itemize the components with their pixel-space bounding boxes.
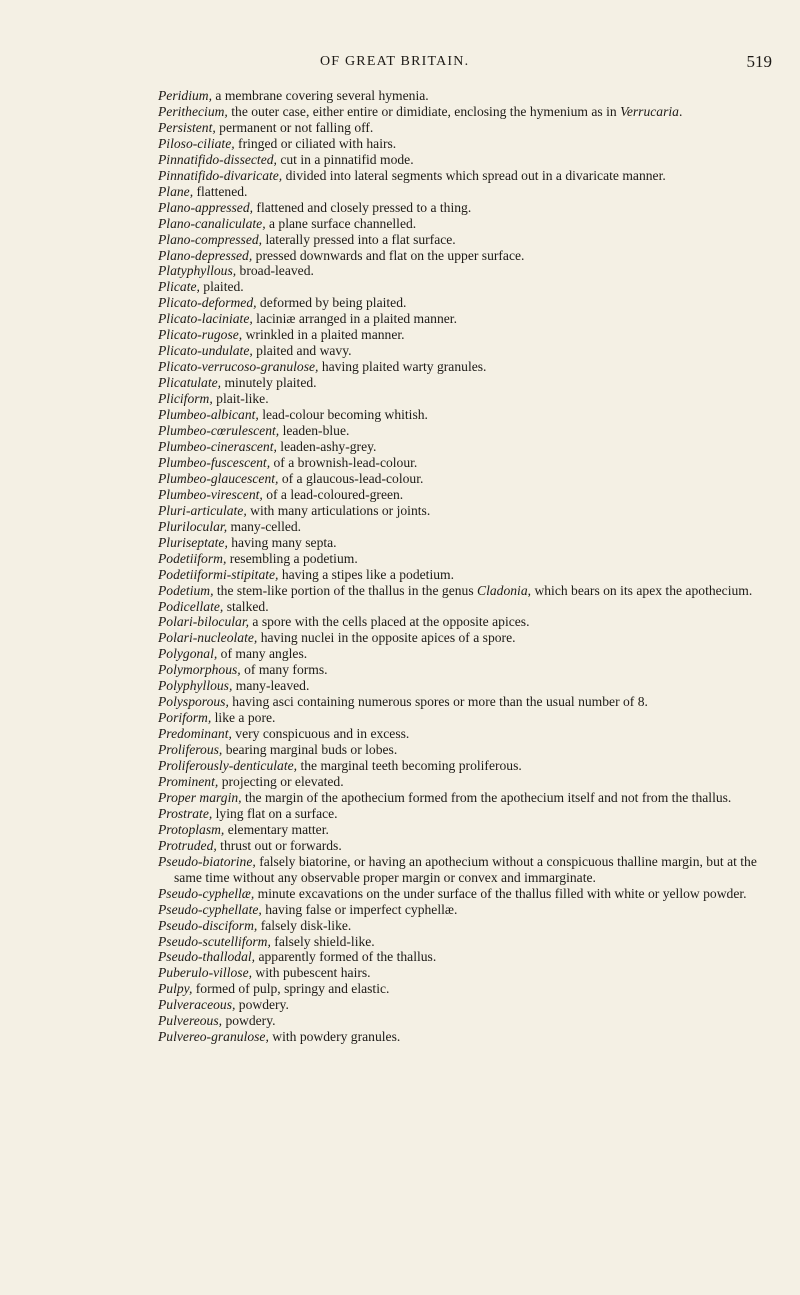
glossary-entry: [158, 232, 778, 248]
entry-definition: resembling a podetium.: [226, 550, 358, 566]
entry-definition: thrust out or forwards.: [216, 837, 342, 853]
entry-term: Polari-bilocular,: [158, 614, 250, 630]
entry-definition: minute excavations on the under surface of the thallus filled with white or yellow powder.: [254, 885, 747, 901]
glossary-entry: [158, 630, 778, 646]
entry-term: Plicato-verrucoso-granulose,: [158, 359, 319, 375]
entry-term: Proper margin,: [158, 789, 242, 805]
entry-definition: with many articulations or joints.: [246, 502, 431, 518]
entry-definition: falsely disk-like.: [257, 917, 352, 933]
entry-term: Piloso-ciliate,: [158, 135, 235, 151]
entry-definition: having a stipes like a podetium.: [278, 566, 455, 582]
entry-definition: plaited and wavy.: [252, 343, 352, 359]
entry-term: Predominant,: [158, 726, 232, 742]
glossary-entry: [158, 168, 778, 184]
entry-term: Plano-canaliculate,: [158, 215, 266, 231]
entry-definition: falsely biatorine, or having an apothecium without a conspicuous thalline margin, but at the same time without any observable proper margin or convex and immarginate.: [174, 853, 761, 885]
entry-definition: having many septa.: [227, 534, 337, 550]
entry-definition: the margin of the apothecium formed from the apothecium itself and not from the thallus.: [241, 789, 732, 805]
glossary-entry: [158, 263, 778, 279]
entry-term: Polysporous,: [158, 694, 229, 710]
entry-term: Prostrate,: [158, 805, 213, 821]
entry-term: Pseudo-scutelliform,: [158, 933, 271, 949]
glossary-entry: [158, 710, 778, 726]
glossary-entry: [158, 934, 778, 950]
entry-term: Prominent,: [158, 773, 219, 789]
entry-definition: projecting or elevated.: [218, 773, 344, 789]
entry-definition: the outer case, either entire or dimidiate, enclosing the hymenium as in: [227, 103, 621, 119]
entry-definition: falsely shield-like.: [270, 933, 375, 949]
entry-term: Peridium,: [158, 88, 212, 103]
entry-definition: a membrane covering several hymenia.: [212, 88, 429, 103]
entry-term: Protoplasm,: [158, 821, 225, 837]
entry-term: Plano-appressed,: [158, 199, 254, 215]
glossary-entry: [158, 152, 778, 168]
entry-definition: laterally pressed into a flat surface.: [262, 231, 456, 247]
entry-definition: of a brownish-lead-colour.: [270, 454, 418, 470]
entry-definition: elementary matter.: [224, 821, 329, 837]
page-header: [0, 52, 800, 76]
glossary-entry: [158, 359, 778, 375]
glossary-entry: [158, 949, 778, 965]
entry-term: Plumbeo-albicant,: [158, 407, 259, 423]
glossary-entry: [158, 295, 778, 311]
entry-definition: having asci containing numerous spores or more than the usual number of 8.: [228, 694, 648, 710]
entry-term: Protruded,: [158, 837, 217, 853]
entry-term: Polari-nucleolate,: [158, 630, 258, 646]
entry-term: Persistent,: [158, 119, 216, 135]
entry-term: Plumbeo-virescent,: [158, 486, 263, 502]
glossary-entry: [158, 136, 778, 152]
entry-definition: very conspicuous and in excess.: [231, 726, 410, 742]
entry-term: Plicate,: [158, 279, 200, 295]
glossary-entry: [158, 742, 778, 758]
running-title: OF GREAT BRITAIN.: [320, 54, 470, 69]
entry-definition: fringed or ciliated with hairs.: [234, 135, 397, 151]
entry-definition: leaden-ashy-grey.: [276, 438, 377, 454]
entry-definition: broad-leaved.: [236, 263, 314, 279]
glossary-entry: [158, 614, 778, 630]
entry-definition: of a glaucous-lead-colour.: [278, 470, 424, 486]
glossary-entry: [158, 471, 778, 487]
entry-definition: stalked.: [223, 598, 269, 614]
entry-definition: wrinkled in a plaited manner.: [242, 327, 405, 343]
glossary-entry: [158, 886, 778, 902]
entry-definition: of many angles.: [217, 646, 308, 662]
entry-term: Pulvereous,: [158, 1013, 223, 1029]
glossary-entry: [158, 758, 778, 774]
entry-definition: apparently formed of the thallus.: [255, 949, 437, 965]
entry-definition: the stem-like portion of the thallus in the genus: [213, 582, 478, 598]
entry-term: Plicato-deformed,: [158, 295, 257, 311]
entry-definition: lying flat on a surface.: [212, 805, 338, 821]
glossary-entry: [158, 311, 778, 327]
glossary-entry: [158, 120, 778, 136]
glossary-entry: [158, 678, 778, 694]
entry-definition: flattened and closely pressed to a thing.: [253, 199, 472, 215]
entry-definition: flattened.: [193, 183, 248, 199]
entry-definition: with powdery granules.: [268, 1029, 401, 1045]
glossary-entry: [158, 662, 778, 678]
entry-term: Pulpy,: [158, 981, 193, 997]
glossary-entry: [158, 726, 778, 742]
entry-term: Polyphyllous,: [158, 678, 233, 694]
glossary-entry: [158, 503, 778, 519]
entry-definition: cut in a pinnatifid mode.: [276, 151, 414, 167]
glossary-entry: [158, 391, 778, 407]
glossary-entries: [158, 88, 778, 1045]
entry-term: Plicato-laciniate,: [158, 311, 253, 327]
entry-term: Podetium,: [158, 582, 214, 598]
glossary-entry: [158, 327, 778, 343]
glossary-entry: [158, 838, 778, 854]
entry-term: Proliferously-denticulate,: [158, 758, 298, 774]
glossary-entry: [158, 790, 778, 806]
glossary-entry: [158, 599, 778, 615]
entry-term: Pinnatifido-dissected,: [158, 151, 277, 167]
glossary-entry: [158, 806, 778, 822]
entry-definition: bearing marginal buds or lobes.: [222, 742, 398, 758]
entry-definition: having false or imperfect cyphellæ.: [261, 901, 458, 917]
entry-term: Platyphyllous,: [158, 263, 237, 279]
entry-term: Proliferous,: [158, 742, 223, 758]
entry-definition: of a lead-coloured-green.: [262, 486, 404, 502]
entry-definition: laciniæ arranged in a plaited manner.: [252, 311, 457, 327]
glossary-entry: [158, 822, 778, 838]
glossary-entry: [158, 965, 778, 981]
glossary-entry: [158, 216, 778, 232]
entry-definition: a spore with the cells placed at the opposite apices.: [249, 614, 530, 630]
entry-definition: deformed by being plaited.: [256, 295, 407, 311]
glossary-entry: [158, 583, 778, 599]
entry-genus-name: Cladonia: [477, 582, 528, 598]
entry-term: Plane,: [158, 183, 194, 199]
entry-term: Polygonal,: [158, 646, 218, 662]
entry-definition: permanent or not falling off.: [215, 119, 374, 135]
entry-definition: with pubescent hairs.: [252, 965, 371, 981]
entry-term: Plano-depressed,: [158, 247, 253, 263]
entry-definition: minutely plaited.: [221, 375, 317, 391]
entry-term: Perithecium,: [158, 103, 228, 119]
entry-term: Pseudo-thallodal,: [158, 949, 256, 965]
entry-term: Pliciform,: [158, 391, 213, 407]
glossary-entry: [158, 487, 778, 503]
entry-term: Plumbeo-fuscescent,: [158, 454, 271, 470]
glossary-entry: [158, 902, 778, 918]
glossary-entry: [158, 694, 778, 710]
entry-term: Podetiiform,: [158, 550, 227, 566]
glossary-entry: [158, 519, 778, 535]
glossary-entry: [158, 248, 778, 264]
glossary-entry: [158, 854, 778, 886]
entry-term: Plumbeo-glaucescent,: [158, 470, 279, 486]
glossary-entry: [158, 279, 778, 295]
entry-term: Plicatulate,: [158, 375, 222, 391]
glossary-entry: [158, 774, 778, 790]
entry-term: Plicato-rugose,: [158, 327, 243, 343]
glossary-entry: [158, 455, 778, 471]
glossary-entry: [158, 375, 778, 391]
entry-term: Pluriseptate,: [158, 534, 228, 550]
entry-definition: powdery.: [235, 997, 289, 1013]
entry-term: Pseudo-disciform,: [158, 917, 258, 933]
entry-definition-tail: , which bears on its apex the apothecium.: [527, 582, 753, 598]
entry-definition: pressed downwards and flat on the upper surface.: [252, 247, 525, 263]
entry-definition: lead-colour becoming whitish.: [258, 407, 428, 423]
glossary-entry: [158, 439, 778, 455]
glossary-entry: [158, 423, 778, 439]
entry-term: Plano-compressed,: [158, 231, 263, 247]
glossary-entry: [158, 407, 778, 423]
entry-definition: plaited.: [199, 279, 244, 295]
entry-term: Podicellate,: [158, 598, 224, 614]
glossary-entry: [158, 918, 778, 934]
entry-term: Pulveraceous,: [158, 997, 236, 1013]
entry-term: Pluri-articulate,: [158, 502, 247, 518]
glossary-entry: [158, 1029, 778, 1045]
glossary-entry: [158, 567, 778, 583]
entry-definition: like a pore.: [211, 710, 276, 726]
entry-term: Pinnatifido-divaricate,: [158, 167, 283, 183]
glossary-entry: [158, 997, 778, 1013]
entry-term: Pulvereo-granulose,: [158, 1029, 269, 1045]
glossary-entry: [158, 646, 778, 662]
entry-definition: a plane surface channelled.: [265, 215, 417, 231]
entry-definition: formed of pulp, springy and elastic.: [192, 981, 390, 997]
entry-term: Plurilocular,: [158, 518, 228, 534]
entry-genus-name: Verrucaria: [620, 103, 679, 119]
glossary-entry: [158, 981, 778, 997]
entry-term: Pseudo-cyphellate,: [158, 901, 262, 917]
entry-term: Plumbeo-cinerascent,: [158, 438, 277, 454]
glossary-entry: [158, 1013, 778, 1029]
entry-term: Puberulo-villose,: [158, 965, 253, 981]
entry-definition: having plaited warty granules.: [318, 359, 487, 375]
glossary-entry: [158, 343, 778, 359]
glossary-entry: [158, 535, 778, 551]
entry-definition: the marginal teeth becoming proliferous.: [297, 758, 522, 774]
page-number: 519: [746, 52, 772, 71]
entry-term: Plumbeo-cœrulescent,: [158, 423, 280, 439]
entry-term: Pseudo-biatorine,: [158, 853, 256, 869]
entry-term: Plicato-undulate,: [158, 343, 253, 359]
glossary-entry: [158, 104, 778, 120]
entry-definition-tail: .: [678, 103, 683, 119]
entry-definition: plait-like.: [212, 391, 269, 407]
glossary-entry: [158, 184, 778, 200]
entry-definition: many-leaved.: [232, 678, 310, 694]
entry-definition: divided into lateral segments which spread out in a divaricate manner.: [282, 167, 666, 183]
entry-definition: having nuclei in the opposite apices of a spore.: [257, 630, 516, 646]
glossary-entry: [158, 200, 778, 216]
entry-definition: many-celled.: [227, 518, 302, 534]
entry-definition: powdery.: [222, 1013, 276, 1029]
entry-term: Pseudo-cyphellæ,: [158, 885, 255, 901]
entry-definition: leaden-blue.: [279, 423, 350, 439]
entry-term: Poriform,: [158, 710, 212, 726]
entry-definition: of many forms.: [240, 662, 328, 678]
entry-term: Polymorphous,: [158, 662, 241, 678]
glossary-entry: [158, 88, 778, 104]
glossary-entry: [158, 551, 778, 567]
entry-term: Podetiiformi-stipitate,: [158, 566, 279, 582]
